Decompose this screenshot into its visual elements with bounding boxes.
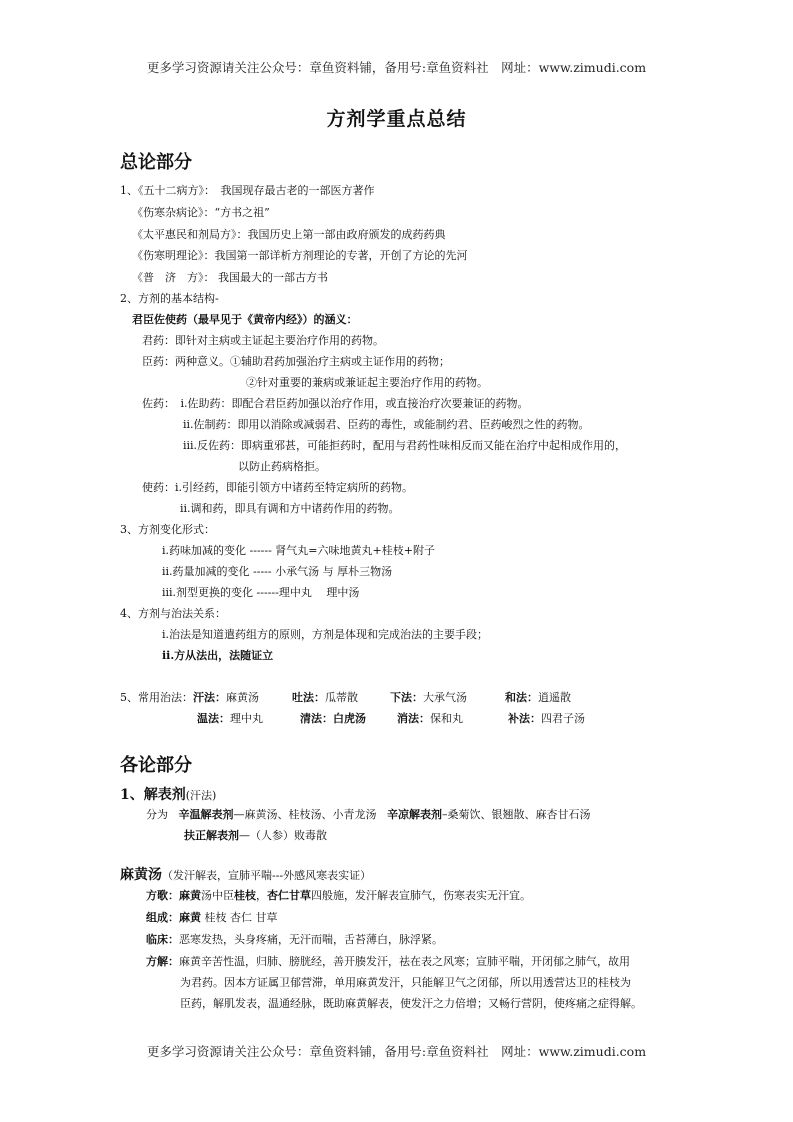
text-line xyxy=(197,712,263,726)
method-label: 吐法： xyxy=(292,691,325,704)
section-heading-general: 总论部分 xyxy=(120,152,192,173)
field-label: 方歌： xyxy=(146,889,179,902)
text-line: 使药：i.引经药，即能引领方中诸药至特定病所的药物。 xyxy=(142,481,414,494)
method-value: 理中丸 xyxy=(230,712,263,725)
text-line: 《伤寒杂病论》：“方书之祖” xyxy=(132,206,270,219)
subcategory-label: 扶正解表剂 xyxy=(184,829,239,842)
method-label: 消法： xyxy=(397,712,430,725)
divide-label: 分为 xyxy=(146,808,168,821)
method-label: 汗法： xyxy=(193,691,226,704)
subcategory-value: —（人参）败毒散 xyxy=(239,829,327,842)
page-header: 更多学习资源请关注公众号：章鱼资料铺，备用号:章鱼资料社 网址：www.zimudi.com xyxy=(146,60,647,75)
text-line: 《太平惠民和剂局方》：我国历史上第一部由政府颁发的成药药典 xyxy=(132,228,446,241)
method-label: 下法： xyxy=(390,691,423,704)
text-line: 君药：即针对主病或主证起主要治疗作用的药物。 xyxy=(142,334,384,347)
formula-note: （发汗解表，宣肺平喘---外感风寒表实证） xyxy=(162,869,372,882)
category-heading: 1、解表剂 xyxy=(120,787,186,803)
text-line: 为君药。因本方证属卫郁营滞，单用麻黄发汗，只能解卫气之闭郁，所以用透营达卫的桂枝为 xyxy=(180,976,631,989)
text-line: 臣药：两种意义。①辅助君药加强治疗主病或主证作用的药物； xyxy=(142,355,450,368)
text-line: 臣药，解肌发表，温通经脉，既助麻黄解表，使发汗之力倍增；又畅行营阴，使疼痛之症得解。 xyxy=(180,997,642,1010)
text-line xyxy=(508,712,585,726)
method-value: 逍遥散 xyxy=(538,691,571,704)
method-value: 大承气汤 xyxy=(423,691,467,704)
text-line-bold: ii.方从法出，法随证立 xyxy=(162,649,274,662)
field-label: 组成： xyxy=(146,911,179,924)
text-line xyxy=(120,786,216,805)
text-line: ii.药量加减的变化 ----- 小承气汤 与 厚朴三物汤 xyxy=(162,565,393,578)
methods-heading: 5、常用治法： xyxy=(120,691,193,704)
text-line: iii.剂型更换的变化 ------理中丸 理中汤 xyxy=(162,586,360,599)
text-line: iii.反佐药：即病重邪甚，可能拒药时，配用与君药性味相反而又能在治疗中起相成作用的， xyxy=(183,439,627,452)
text-line: ii.调和药，即具有调和方中诸药作用的药物。 xyxy=(180,502,400,515)
text-line xyxy=(146,889,531,903)
text-line xyxy=(292,691,358,705)
subcategory-label: 辛温解表剂 xyxy=(178,808,234,821)
text-line: i.药味加减的变化 ------ 肾气丸=六味地黄丸+桂枝+附子 xyxy=(162,544,435,557)
method-value: 白虎汤 xyxy=(333,712,366,725)
page-footer: 更多学习资源请关注公众号：章鱼资料铺，备用号:章鱼资料社 网址：www.zimudi.com xyxy=(146,1044,647,1059)
method-value: 保和丸 xyxy=(430,712,463,725)
herb-name: 麻黄 xyxy=(179,911,201,924)
text-line-bold: 君臣佐使药（最早见于《黄帝内经》）的涵义： xyxy=(132,313,358,326)
text-line: 以防止药病格拒。 xyxy=(238,460,326,473)
method-label: 温法： xyxy=(197,712,230,725)
formula-name: 麻黄汤 xyxy=(120,867,162,883)
text-line xyxy=(120,691,259,705)
text-line xyxy=(184,829,327,843)
method-label: 补法： xyxy=(508,712,541,725)
text-line: ②针对重要的兼病或兼证起主要治疗作用的药物。 xyxy=(246,376,488,389)
section-heading-specific: 各论部分 xyxy=(120,755,192,776)
method-value: 瓜蒂散 xyxy=(325,691,358,704)
subcategory-label: 辛凉解表剂 xyxy=(387,808,442,821)
herb-name: 麻黄 xyxy=(179,889,201,902)
category-note: (汗法) xyxy=(185,789,217,802)
subcategory-value: –桑菊饮、银翘散、麻杏甘石汤 xyxy=(442,808,591,821)
text-line xyxy=(146,933,443,947)
text-line xyxy=(120,866,371,885)
text-line: 《普 济 方》： 我国最大的一部古方书 xyxy=(132,271,328,284)
text-line xyxy=(300,712,366,726)
text-line xyxy=(146,955,630,969)
text-line: 2、方剂的基本结构- xyxy=(120,292,219,305)
field-label: 方解： xyxy=(146,955,179,968)
herb-name: 杏仁甘草 xyxy=(267,889,311,902)
text-line xyxy=(397,712,463,726)
text-line: 佐药： i.佐助药：即配合君臣药加强以治疗作用，或直接治疗次要兼证的药物。 xyxy=(142,397,529,410)
method-value: 四君子汤 xyxy=(541,712,585,725)
composition-text: 桂枝 杏仁 甘草 xyxy=(201,911,278,924)
herb-name: 桂枝 xyxy=(234,889,256,902)
text-line: ii.佐制药：即用以消除或减弱君、臣药的毒性，或能制约君、臣药峻烈之性的药物。 xyxy=(183,418,590,431)
clinical-text: 恶寒发热，头身疼痛，无汗而喘，舌苔薄白，脉浮紧。 xyxy=(179,933,443,946)
method-value: 麻黄汤 xyxy=(226,691,259,704)
text-line xyxy=(146,911,278,925)
method-label: 清法： xyxy=(300,712,333,725)
text-line: 《伤寒明理论》：我国第一部详析方剂理论的专著，开创了方论的先河 xyxy=(132,249,468,262)
text-line xyxy=(505,691,571,705)
verse-text: 四般施，发汗解表宣肺气，伤寒表实无汗宜。 xyxy=(311,889,531,902)
text-line: 3、方剂变化形式： xyxy=(120,523,215,536)
subcategory-value: —麻黄汤、桂枝汤、小青龙汤 xyxy=(233,808,377,821)
text-line: 1、《五十二病方》： 我国现存最古老的一部医方著作 xyxy=(120,184,375,197)
verse-text: ， xyxy=(256,889,267,902)
text-line xyxy=(390,691,467,705)
explanation-text: 麻黄辛苦性温，归肺、膀胱经，善开腠发汗，祛在表之风寒；宣肺平喘，开闭郁之肺气，故用 xyxy=(179,955,630,968)
text-line: 4、方剂与治法关系： xyxy=(120,607,226,620)
field-label: 临床： xyxy=(146,933,179,946)
verse-text: 汤中臣 xyxy=(201,889,234,902)
page-title: 方剂学重点总结 xyxy=(326,108,467,130)
text-line: i.治法是知道遣药组方的原则，方剂是体现和完成治法的主要手段； xyxy=(162,628,489,641)
text-line xyxy=(146,808,591,822)
method-label: 和法： xyxy=(505,691,538,704)
